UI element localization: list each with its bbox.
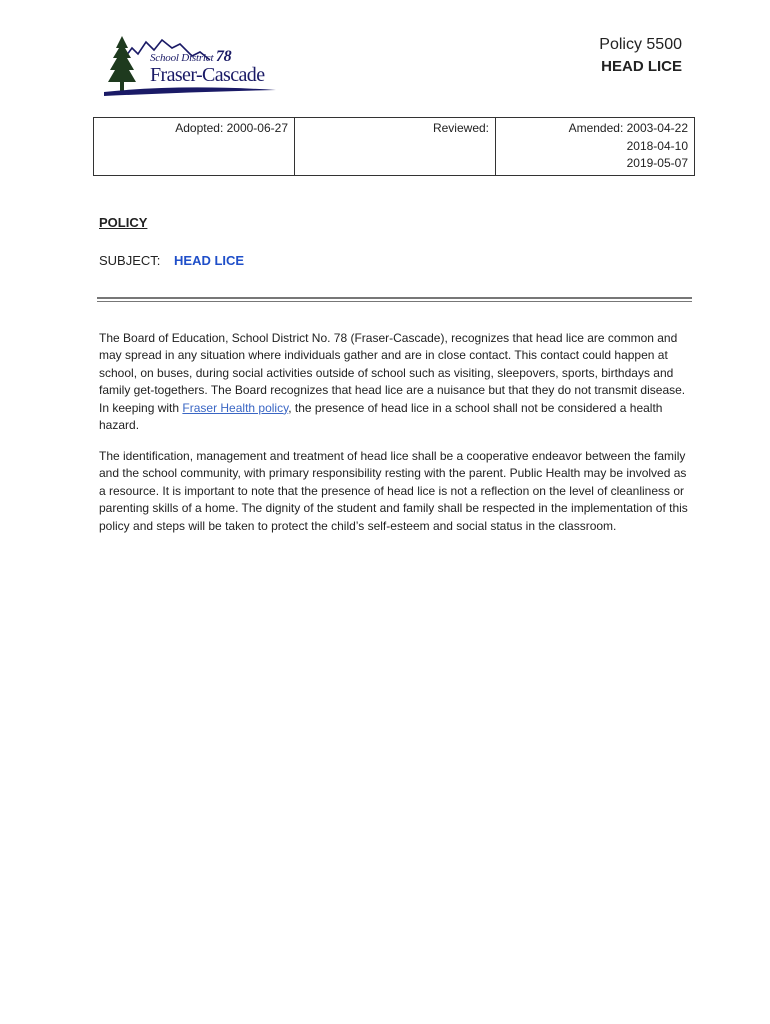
district-logo [100,34,278,100]
amended-date-3: 2019-05-07 [626,156,688,170]
body-paragraph-2: The identification, management and treatment of head lice shall be a cooperative endeavor between the family and the school community, with primary responsibility resting with the parent. Public Health may be involved as a resource. It is important to note that the presence of head lice is not a reflection on the level of cleanliness or parenting skills of a home. The dignity of the student and family shall be respected in the implementation of this policy and steps will be taken to protect the child’s self-esteem and social status in the classroom. [99,449,688,533]
policy-title: HEAD LICE [601,58,682,75]
reviewed-label: Reviewed: [432,121,489,135]
subject-label: SUBJECT: [99,253,161,268]
amended-date-1: Amended: 2003-04-22 [568,121,688,135]
section-heading: POLICY [99,215,148,230]
adopted-date: Adopted: 2000-06-27 [175,121,288,135]
reviewed-cell [295,118,496,176]
p1-text-start: The Board of Education, School District No. 78 (Fraser-Cascade), recognizes that head lice are common and may spread in any situation where individuals gather and are in close contact. This contact could happen at school, on buses, during social activities outside of school such as visiting, sleepovers, sports, birthdays and family get-togethers. The Board recognizes that head lice are a nuisance but that they do not transmit disease. In keeping with [99,331,686,415]
subject-value: HEAD LICE [174,253,245,268]
p1-text-end: , the presence of head lice in a school shall not be considered a health hazard. [99,400,663,433]
adopted-cell [94,118,295,176]
subject-line [99,253,244,268]
fraser-health-policy-link[interactable]: Fraser Health policy [182,400,289,415]
policy-header [599,34,682,78]
policy-number: Policy 5500 [599,36,682,53]
divider-thick [97,297,692,299]
dates-table [93,117,695,176]
divider-thin [97,301,692,302]
logo-line1: School District [150,52,214,64]
body-paragraph-1 [99,330,694,434]
amended-date-2: 2018-04-10 [626,138,688,153]
logo-district-name: Fraser-Cascade [150,64,265,86]
amended-cell [496,118,695,176]
dates-row [94,118,695,176]
logo-number: 78 [215,48,232,65]
